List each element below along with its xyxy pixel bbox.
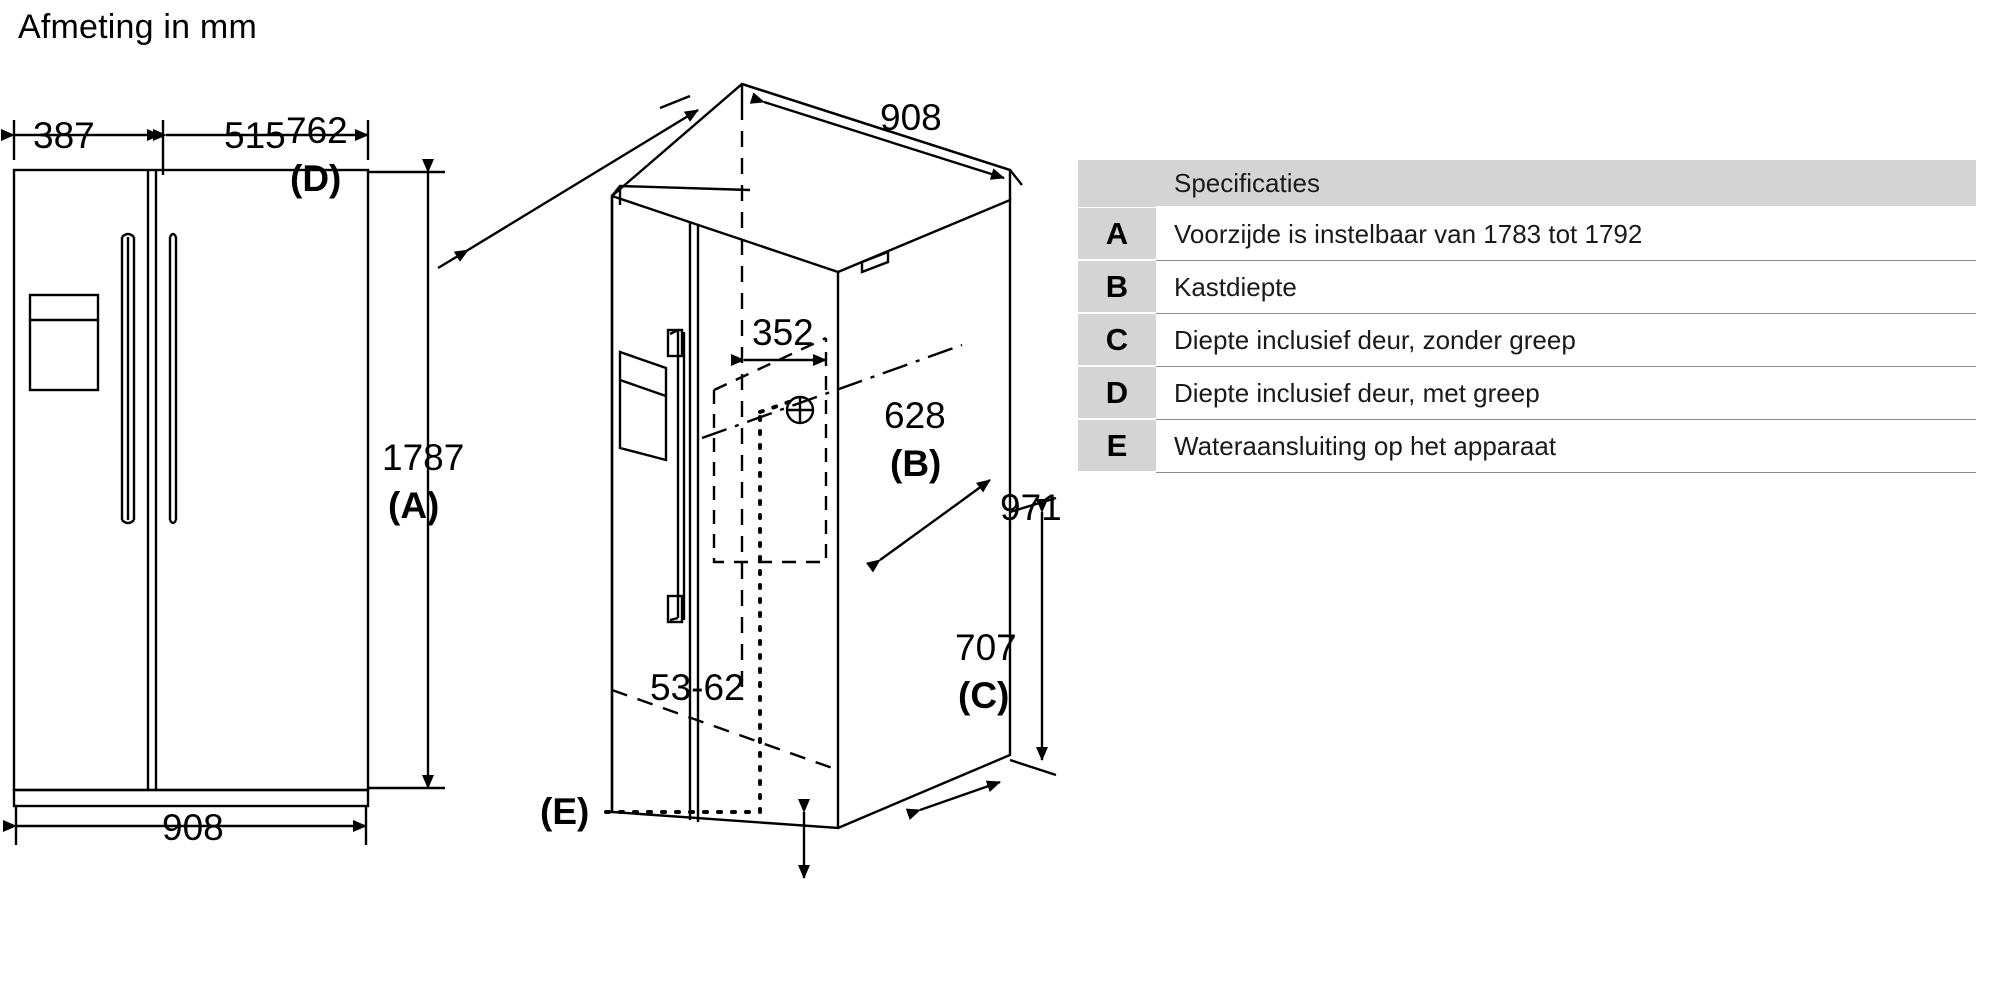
row-label-a: Voorzijde is instelbaar van 1783 tot 1792: [1156, 208, 1976, 261]
page-title: Afmeting in mm: [18, 8, 257, 46]
table-header-key-cell: [1078, 160, 1156, 208]
dimension-971: [1010, 498, 1056, 775]
row-label-e: Wateraansluiting op het apparaat: [1156, 420, 1976, 473]
label-D-ref: (D): [290, 158, 342, 199]
label-908-front: 908: [162, 807, 224, 848]
label-E-ref: (E): [540, 791, 590, 832]
row-label-b: Kastdiepte: [1156, 261, 1976, 314]
table-header-row: [1078, 160, 1976, 208]
row-key-c: C: [1078, 314, 1156, 367]
dimension-762: [438, 110, 698, 268]
row-label-d: Diepte inclusief deur, met greep: [1156, 367, 1976, 420]
front-view-body: [14, 170, 368, 806]
water-connection-marker: [786, 396, 814, 424]
label-A-ref: (A): [388, 485, 440, 526]
perspective-body: [612, 84, 1010, 828]
table-header-label: Specificaties: [1156, 160, 1976, 208]
table-row: [1078, 420, 1976, 473]
perspective-inner-dashed: [714, 338, 826, 562]
label-352: 352: [752, 312, 814, 353]
row-key-e: E: [1078, 420, 1156, 473]
label-971: 971: [1000, 487, 1062, 528]
label-908-top: 908: [880, 97, 942, 138]
specifications-table: [1078, 160, 1976, 473]
label-387: 387: [33, 115, 95, 156]
table-row: [1078, 314, 1976, 367]
row-key-a: A: [1078, 208, 1156, 261]
water-connection-dotted: [606, 400, 795, 812]
table-row: [1078, 367, 1976, 420]
table-row: [1078, 208, 1976, 261]
table-row: [1078, 261, 1976, 314]
label-515: 515: [224, 115, 286, 156]
label-762: 762: [286, 110, 348, 151]
row-label-c: Diepte inclusief deur, zonder greep: [1156, 314, 1976, 367]
label-1787: 1787: [382, 437, 465, 478]
dimension-707: [920, 782, 1000, 810]
label-C-ref: (C): [958, 675, 1010, 716]
label-707: 707: [955, 627, 1017, 668]
row-key-b: B: [1078, 261, 1156, 314]
label-B-ref: (B): [890, 443, 942, 484]
row-key-d: D: [1078, 367, 1156, 420]
dimension-628: [880, 480, 990, 560]
label-628: 628: [884, 395, 946, 436]
label-53-62: 53-62: [650, 667, 745, 708]
front-height-dimension: [368, 172, 445, 788]
